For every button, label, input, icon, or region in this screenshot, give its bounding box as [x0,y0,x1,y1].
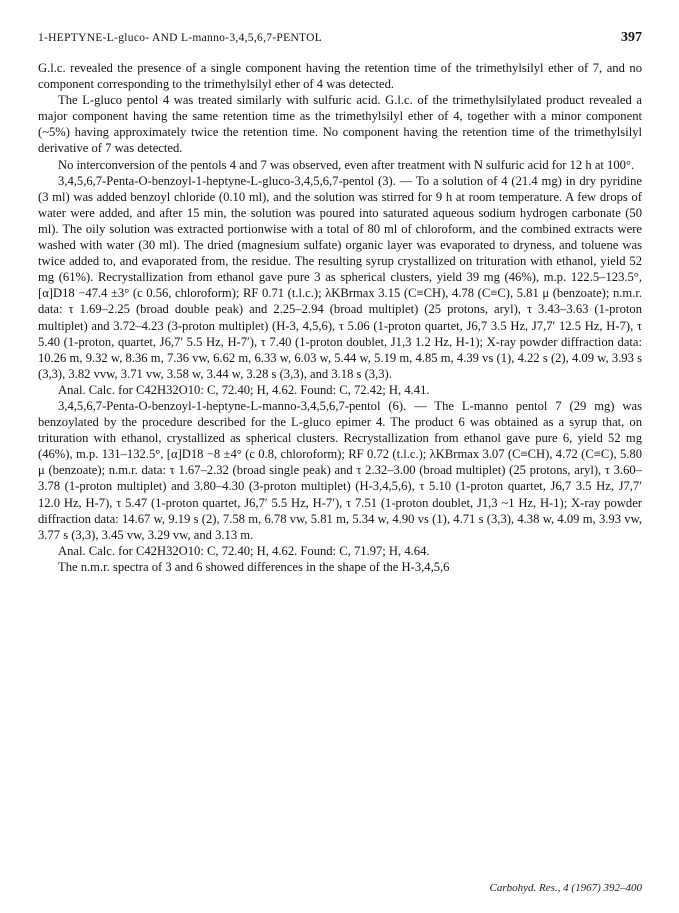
paragraph-glc-result: G.l.c. revealed the presence of a single component having the retention time of the trimethylsilyl ether of 7, and no component corresponding to the trimethylsilyl ether of 4 was detected. [38,61,642,92]
journal-page [38,30,642,575]
paragraph-nmr-comparison: The n.m.r. spectra of 3 and 6 showed differences in the shape of the H-3,4,5,6 [58,559,450,574]
paragraph-no-interconversion: No interconversion of the pentols 4 and 7 was observed, even after treatment with N sulfuric acid for 12 h at 100°. [58,157,635,172]
article-body [38,60,642,575]
paragraph-gluco-benzoate-prep: 3,4,5,6,7-Penta-O-benzoyl-1-heptyne-L-gluco-3,4,5,6,7-pentol (3). — To a solution of 4 (21.4 mg) in dry pyridine (3 ml) was added benzoyl chloride (0.10 ml), and the solution was stirred for 9 h at room temperature. A few drops of water were added, and after 15 min, the solution was poured into saturated aqueous sodium hydrogen carbonate (50 ml). The oily solution was extracted portionwise with a total of 80 ml of chloroform, and the combined extracts were washed with water (30 ml). The dried (magnesium sulfate) organic layer was evaporated to dryness, and toluene was twice added to, and evaporated from, the residue. The resulting syrup crystallized on trituration with ethanol, yield 52 mg (61%). Recrystallization from ethanol gave pure 3 as spherical clusters, yield 39 mg (46%), m.p. 122.5–123.5°, [α]D18 −47.4 ±3° (c 0.56, chloroform); RF 0.71 (t.l.c.); λKBrmax 3.15 (C≡CH), 4.78 (C≡C), 5.81 μ (benzoate); n.m.r. data: τ 1.69–2.25 (broad double peak) and 2.25–2.94 (broad multiplet) (25 protons, aryl), τ 3.43–3.63 (1-proton multiplet) and 3.72–4.23 (3-proton multiplet) (H-3, 4,5,6), τ 5.06 (1-proton quartet, J6,7 3.5 Hz, J7,7′ 12.5 Hz, H-7), τ 5.40 (1-proton, quartet, J6,7′ 5.5 Hz, H-7′), τ 7.40 (1-proton doublet, J1,3 1.2 Hz, H-1); X-ray powder diffraction data: 10.26 m, 9.32 w, 8.36 m, 7.36 vw, 6.62 m, 6.33 w, 6.03 w, 5.44 w, 5.19 m, 4.85 m, 4.39 vs (1), 4.22 s (2), 4.09 w, 3.93 s (3,3), 3.82 vvw, 3.71 vw, 3.58 w, 3.44 w, 3.28 s (3,3), and 3.18 s (3,3). [38,173,642,381]
paragraph-analysis-6: Anal. Calc. for C42H32O10: C, 72.40; H, 4.62. Found: C, 71.97; H, 4.64. [58,543,430,558]
running-head: 1-HEPTYNE-L-gluco- AND L-manno-3,4,5,6,7-PENTOL [38,32,323,44]
page-header [38,30,642,46]
paragraph-analysis-3: Anal. Calc. for C42H32O10: C, 72.40; H, 4.62. Found: C, 72.42; H, 4.41. [58,382,430,397]
paragraph-manno-benzoate-prep: 3,4,5,6,7-Penta-O-benzoyl-1-heptyne-L-manno-3,4,5,6,7-pentol (6). — The L-manno pentol 7 (29 mg) was benzoylated by the procedure described for the L-gluco epimer 4. The product 6 was obtained as a syrup that, on trituration with ethanol, crystallized as spherical clusters. Recrystallization from ethanol gave pure 6, yield 52 mg (46%), m.p. 131–132.5°, [α]D18 −8 ±4° (c 0.8, chloroform); RF 0.72 (t.l.c.); λKBrmax 3.07 (C≡CH), 4.72 (C≡C), 5.80 μ (benzoate); n.m.r. data: τ 1.67–2.32 (broad single peak) and τ 2.32–3.00 (broad multiplet) (25 protons, aryl), τ 3.60–3.78 (1-proton multiplet) and 3.80–4.30 (3-proton multiplet) (H-3,4,5,6), τ 5.10 (1-proton quartet, J6,7 3.5 Hz, J7,7′ 12.0 Hz, H-7), τ 5.47 (1-proton quartet, J6,7′ 5.5 Hz, H-7′), τ 7.51 (1-proton doublet, J1,3 ~1 Hz, H-1); X-ray powder diffraction data: 14.67 w, 9.19 s (2), 7.58 m, 6.78 vw, 5.81 m, 5.34 w, 4.90 vs (1), 4.71 s (3,3), 4.38 w, 4.09 m, 3.93 vw, 3.77 s (3,3), 3.45 vw, 3.29 vw, and 3.13 m. [38,398,642,542]
page-number: 397 [621,30,642,45]
paragraph-gluco-acid-treatment: The L-gluco pentol 4 was treated similarly with sulfuric acid. G.l.c. of the trimethylsilylated product revealed a major component having the same retention time as the trimethylsilyl ether of 4, together with a minor component (~5%) having approximately twice the retention time. No component having the retention time of the trimethylsilyl derivative of 7 was detected. [38,93,642,156]
journal-citation: Carbohyd. Res., 4 (1967) 392–400 [489,882,642,894]
